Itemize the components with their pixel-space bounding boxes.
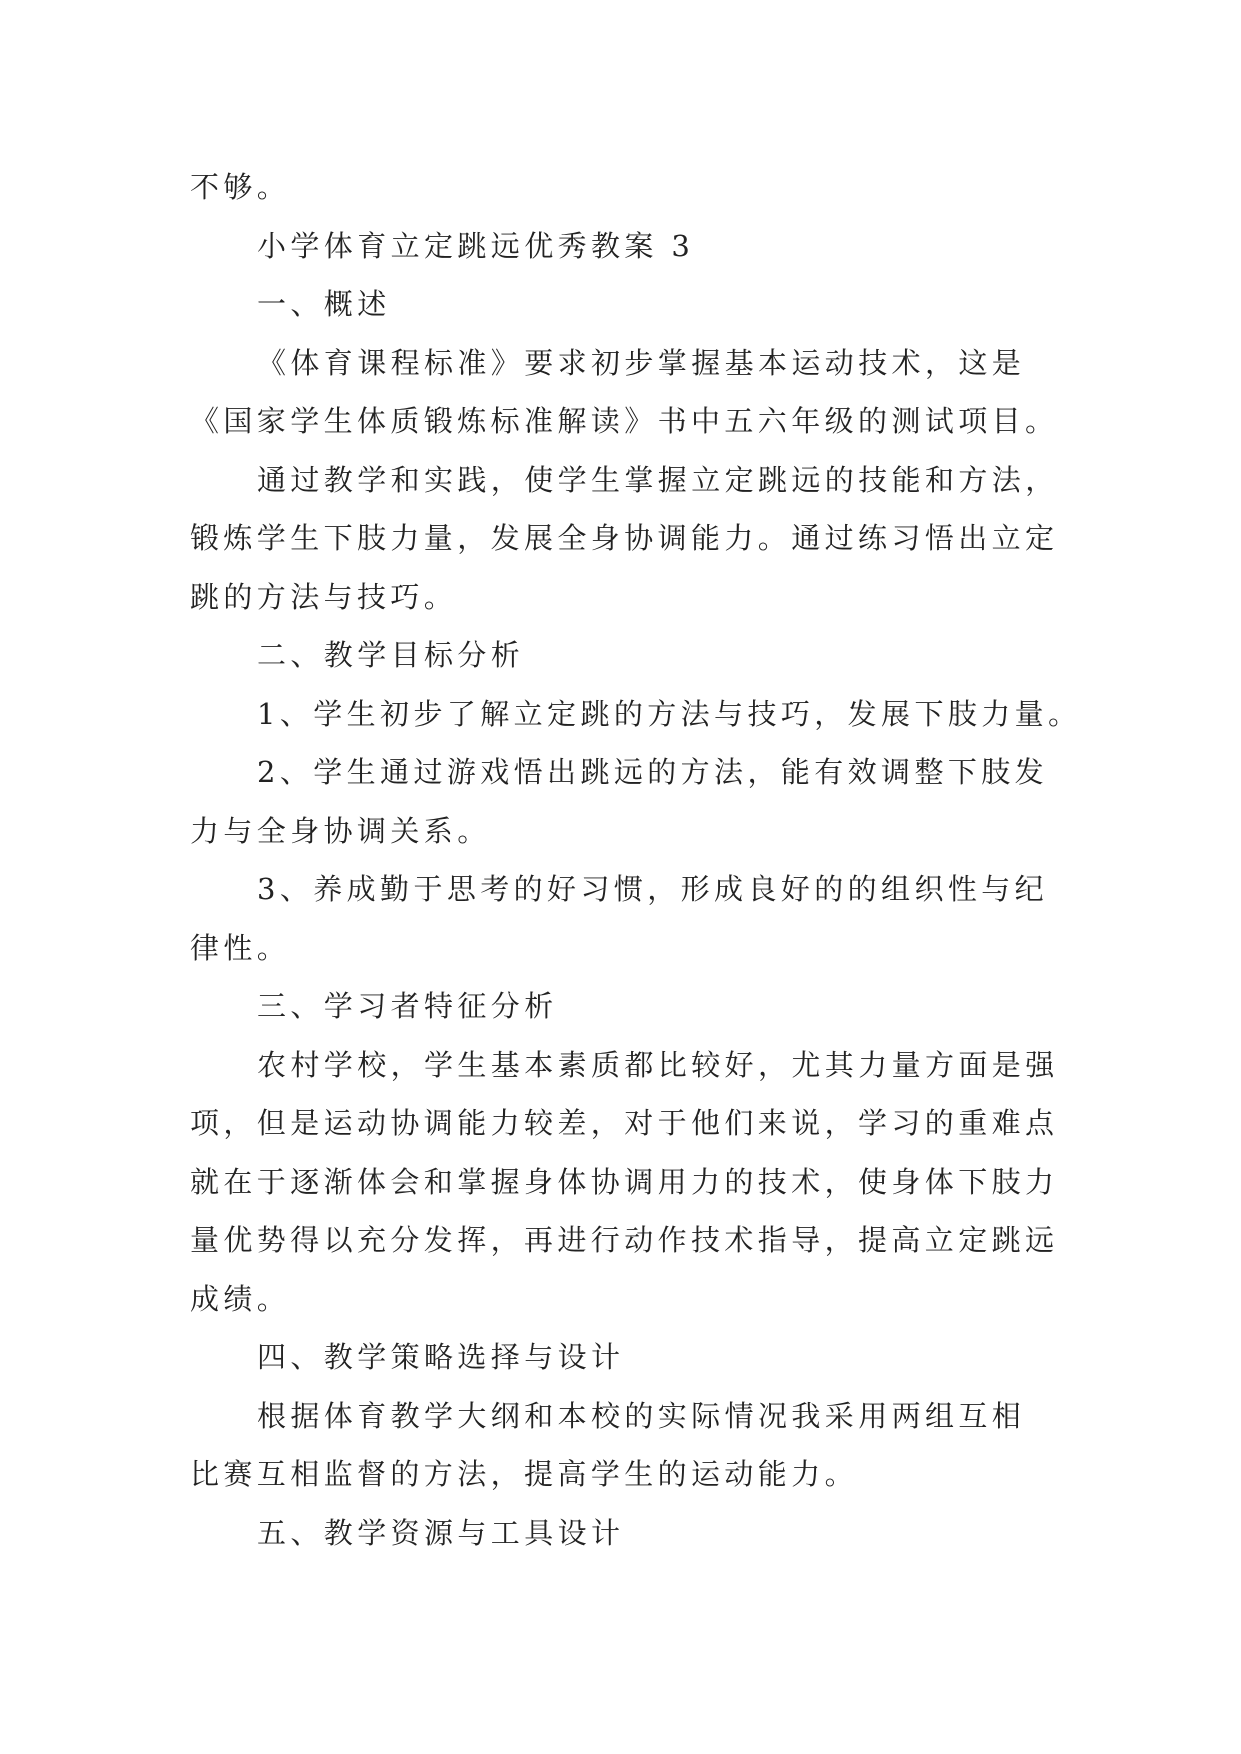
text-line: 通过教学和实践，使学生掌握立定跳远的技能和方法， <box>257 462 1059 497</box>
text-line: 就在于逐渐体会和掌握身体协调用力的技术，使身体下肢力 <box>190 1164 1059 1199</box>
text-line: 项，但是运动协调能力较差，对于他们来说，学习的重难点 <box>190 1106 1059 1140</box>
list-item: 1、学生初步了解立定跳的方法与技巧，发展下肢力量。 <box>257 696 1082 731</box>
heading-resources: 五、教学资源与工具设计 <box>257 1515 625 1550</box>
list-item: 2、学生通过游戏悟出跳远的方法，能有效调整下肢发 <box>257 755 1049 789</box>
text-line: 律性。 <box>190 930 291 965</box>
text-line: 《国家学生体质锻炼标准解读》书中五六年级的测试项目。 <box>190 404 1059 438</box>
text-line: 成绩。 <box>190 1281 291 1316</box>
text-line: 不够。 <box>190 170 291 204</box>
text-line: 比赛互相监督的方法，提高学生的运动能力。 <box>190 1457 859 1491</box>
text-line: 量优势得以充分发挥，再进行动作技术指导，提高立定跳远 <box>190 1223 1059 1257</box>
heading-objectives: 二、教学目标分析 <box>257 638 525 672</box>
text-line: 力与全身协调关系。 <box>190 813 491 848</box>
text-line: 根据体育教学大纲和本校的实际情况我采用两组互相 <box>257 1398 1026 1433</box>
section-title: 小学体育立定跳远优秀教案 3 <box>257 228 695 263</box>
heading-overview: 一、概述 <box>257 287 391 321</box>
heading-learner-analysis: 三、学习者特征分析 <box>257 989 558 1023</box>
text-line: 《体育课程标准》要求初步掌握基本运动技术，这是 <box>257 345 1026 380</box>
list-item: 3、养成勤于思考的好习惯，形成良好的的组织性与纪 <box>257 872 1049 906</box>
text-line: 跳的方法与技巧。 <box>190 579 458 614</box>
text-line: 锻炼学生下肢力量，发展全身协调能力。通过练习悟出立定 <box>190 521 1059 555</box>
document-body <box>190 158 1082 1562</box>
heading-strategy: 四、教学策略选择与设计 <box>257 1340 625 1374</box>
text-line: 农村学校，学生基本素质都比较好，尤其力量方面是强 <box>257 1047 1059 1082</box>
